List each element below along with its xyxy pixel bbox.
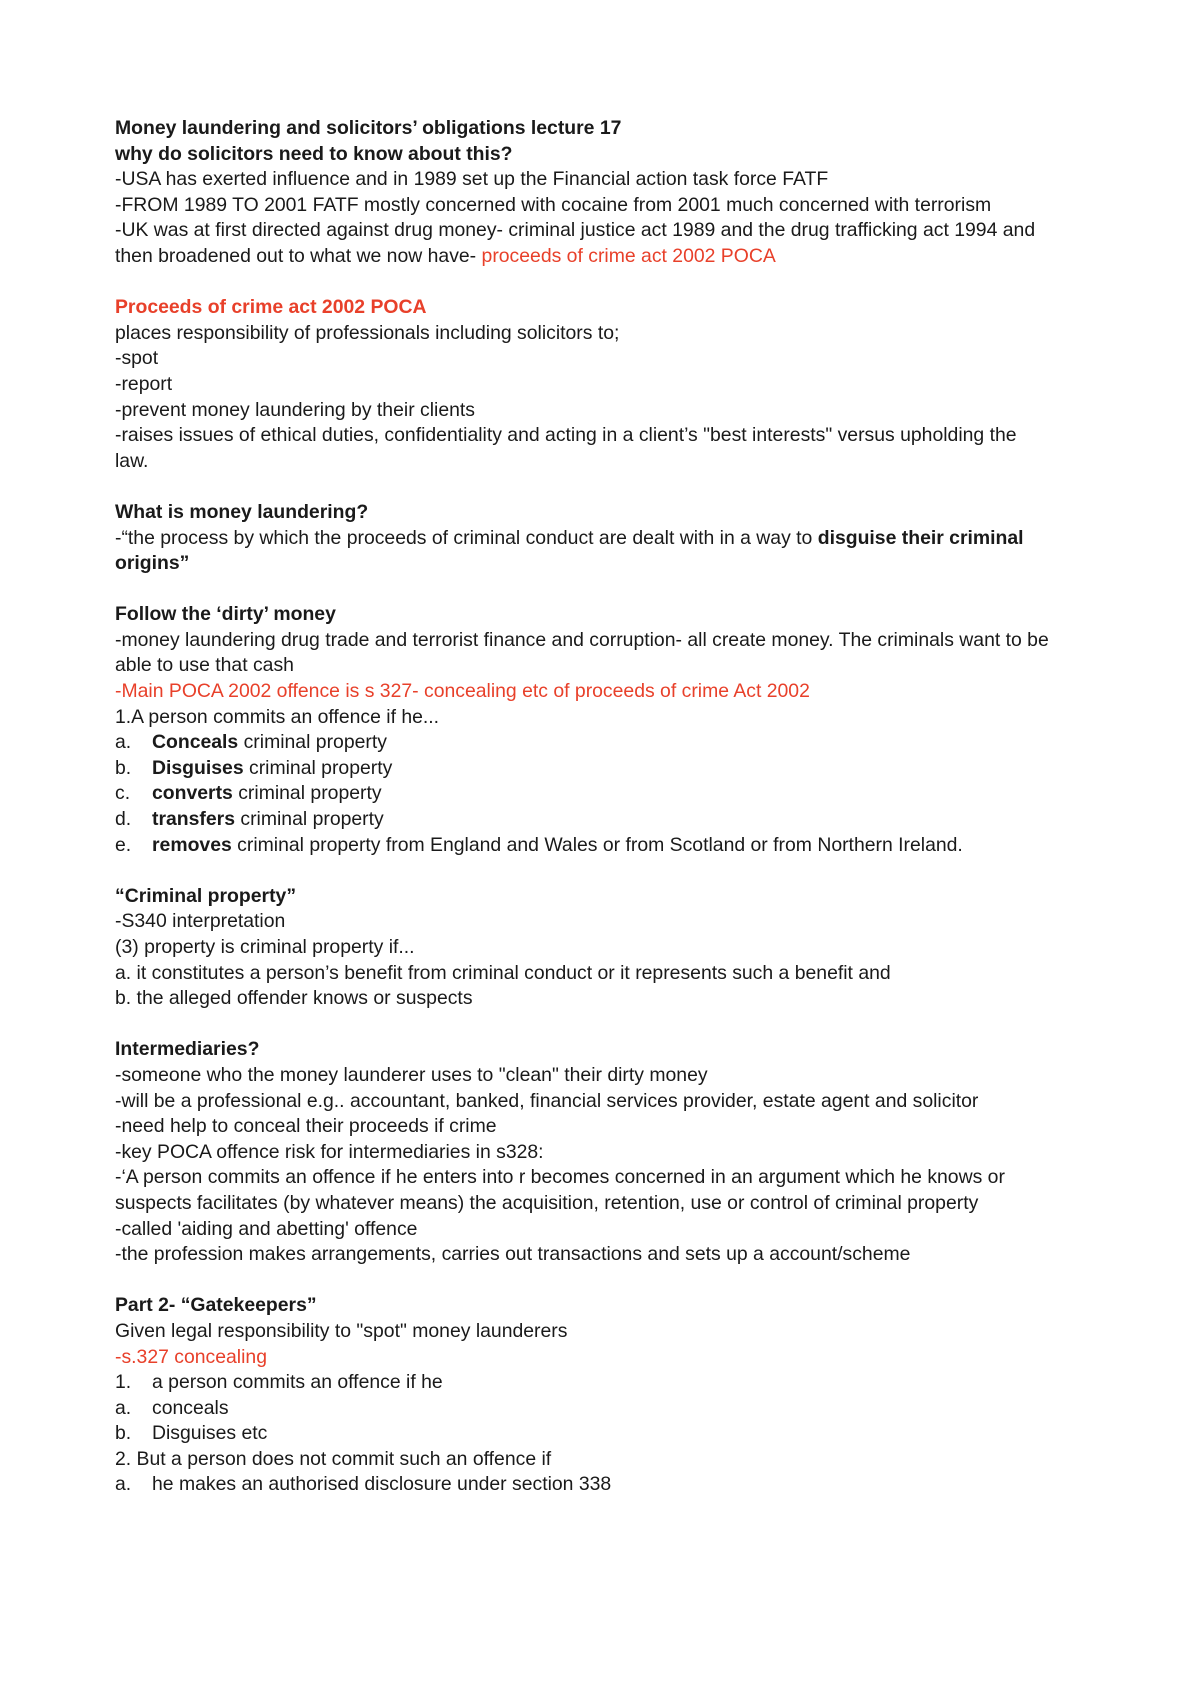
list-item: e. removes criminal property from England and Wales or from Scotland or from Northern Ireland. xyxy=(115,833,963,856)
intermediaries-heading: Intermediaries? xyxy=(115,1038,260,1061)
criminal-property-line: b. the alleged offender knows or suspects xyxy=(115,987,473,1010)
follow-line: -money laundering drug trade and terrorist finance and corruption- all create money. The criminals want to be able to use that cash xyxy=(115,628,1049,677)
follow-line: -Main POCA 2002 offence is s 327- concealing etc of proceeds of crime Act 2002 xyxy=(115,680,810,703)
s327-reference: -s.327 concealing xyxy=(115,1345,267,1368)
list-item: a. he makes an authorised disclosure under section 338 xyxy=(115,1473,612,1496)
intro-line: -FROM 1989 TO 2001 FATF mostly concerned with cocaine from 2001 much concerned with terrorism xyxy=(115,193,992,216)
spacer xyxy=(115,1012,1050,1038)
list-item: b. Disguises etc xyxy=(115,1422,268,1445)
gatekeepers-line: Given legal responsibility to "spot" money launderers xyxy=(115,1319,568,1342)
poca-line: places responsibility of professionals including solicitors to; xyxy=(115,321,620,344)
follow-line: 1.A person commits an offence if he... xyxy=(115,705,440,728)
intermediaries-line: -will be a professional e.g.. accountant, banked, financial services provider, estate agent and solicitor xyxy=(115,1089,979,1112)
document-title: Money laundering and solicitors’ obligations lecture 17 xyxy=(115,117,622,139)
gatekeepers-line: 2. But a person does not commit such an offence if xyxy=(115,1447,552,1470)
poca-reference: proceeds of crime act 2002 POCA xyxy=(481,244,776,267)
intermediaries-line: -someone who the money launderer uses to "clean" their dirty money xyxy=(115,1063,708,1086)
intermediaries-line: -‘A person commits an offence if he enters into r becomes concerned in an argument which he knows or suspects facilitates (by whatever means) the acquisition, retention, use or control of criminal property xyxy=(115,1166,1005,1214)
list-item: b. Disguises criminal property xyxy=(115,756,393,779)
intro-heading: why do solicitors need to know about this? xyxy=(115,142,513,165)
list-item: a. Conceals criminal property xyxy=(115,731,387,754)
spacer xyxy=(115,577,1050,603)
intermediaries-line: -key POCA offence risk for intermediaries in s328: xyxy=(115,1140,544,1163)
intermediaries-line: -the profession makes arrangements, carries out transactions and sets up a account/scheme xyxy=(115,1243,911,1266)
poca-line: -raises issues of ethical duties, confidentiality and acting in a client’s "best interests" versus upholding the law. xyxy=(115,424,1017,472)
main-offence-reference: Main POCA 2002 offence is s 327- concealing etc of proceeds of crime Act 2002 xyxy=(121,680,810,703)
list-item: c. converts criminal property xyxy=(115,782,382,805)
follow-heading: Follow the ‘dirty’ money xyxy=(115,603,336,626)
what-definition: -“the process by which the proceeds of criminal conduct are dealt with in a way to disguise their criminal origins” xyxy=(115,526,1024,575)
criminal-property-line: -S340 interpretation xyxy=(115,910,286,933)
spacer xyxy=(115,1268,1050,1294)
poca-line: -prevent money laundering by their clients xyxy=(115,398,475,421)
intro-line: -UK was at first directed against drug money- criminal justice act 1989 and the drug trafficking act 1994 and then broadened out to what we now have- proceeds of crime act 2002 POCA xyxy=(115,219,1036,267)
criminal-property-heading: “Criminal property” xyxy=(115,884,297,907)
list-item: 1. a person commits an offence if he xyxy=(115,1371,443,1394)
gatekeepers-heading: Part 2- “Gatekeepers” xyxy=(115,1294,317,1317)
criminal-property-line: (3) property is criminal property if... xyxy=(115,936,415,958)
document-body xyxy=(115,0,1050,1498)
spacer xyxy=(115,858,1050,884)
poca-line: -spot xyxy=(115,347,159,370)
intro-line: -USA has exerted influence and in 1989 set up the Financial action task force FATF xyxy=(115,168,829,191)
list-item: d. transfers criminal property xyxy=(115,808,384,831)
poca-heading: Proceeds of crime act 2002 POCA xyxy=(115,296,427,319)
spacer xyxy=(115,474,1050,500)
criminal-property-line: a. it constitutes a person’s benefit from criminal conduct or it represents such a benefit and xyxy=(115,961,891,984)
what-heading: What is money laundering? xyxy=(115,500,369,523)
spacer xyxy=(115,270,1050,296)
intermediaries-line: -need help to conceal their proceeds if crime xyxy=(115,1115,497,1138)
list-item: a. conceals xyxy=(115,1396,229,1419)
poca-line: -report xyxy=(115,372,173,395)
intermediaries-line: -called 'aiding and abetting' offence xyxy=(115,1217,418,1240)
